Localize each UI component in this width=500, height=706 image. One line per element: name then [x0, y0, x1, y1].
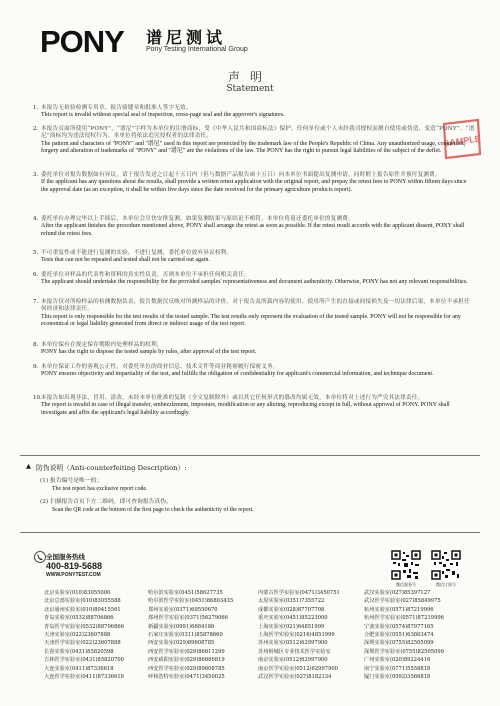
lab-entry: 西安医学实验室(029)89608785	[148, 665, 225, 672]
lab-entry: 杭州实验室(0571)87219996	[364, 606, 434, 613]
lab-entry: 大连实验室(0411)87336618	[44, 665, 114, 672]
anti-item-number: (1)	[40, 478, 49, 484]
lab-entry: 北京实验室(010)83055000	[44, 590, 111, 596]
clause-4	[33, 216, 475, 238]
lab-entry: 天津医学实验室(022)23607888	[44, 640, 121, 647]
clause-10	[33, 395, 475, 417]
lab-entry: 南京医学实验室(0512)62997900	[258, 665, 338, 672]
warning-triangle-icon: ▲	[26, 462, 31, 470]
lab-list-column	[44, 589, 124, 681]
lab-entry: 西安咸阳实验室(029)86886819	[148, 657, 225, 664]
lab-entry: 呼和浩特实验室(0471)3450025	[148, 673, 225, 680]
lab-entry: 武汉医学实验室(027)8182134	[258, 673, 332, 680]
lab-entry: 青岛实验室(0532)88706866	[44, 615, 114, 622]
lab-entry: 长春实验室(0431)85820598	[44, 648, 114, 655]
company-name-cn: 谱尼测试	[146, 28, 227, 47]
pony-logo: PONY	[40, 24, 124, 59]
anti-item-text-en: Scan the QR code at the bottom of the first page to check the authenticity of the report.	[52, 506, 254, 513]
clause-8	[33, 342, 475, 357]
lab-entry: 深圳医学实验室(0755)82505099	[364, 648, 444, 655]
section-divider	[20, 455, 480, 456]
clause-text-en: Tests that can not be repeated and tested shall not be carried out again.	[41, 257, 210, 264]
lab-list-column	[258, 589, 340, 681]
lab-entry: 哈尔滨实验室(0451)58627735	[148, 590, 223, 596]
clause-9	[33, 364, 475, 379]
clause-number: 1.	[33, 105, 39, 111]
clause-number: 7.	[33, 299, 39, 305]
qr-code-icon	[431, 550, 461, 580]
section-divider	[20, 532, 480, 533]
lab-entry: 上海医学实验室(0216)4851999	[258, 631, 335, 638]
lab-entry: 南京实验室(0512)62997900	[258, 657, 328, 664]
lab-entry: 郑州实验室(0371)69550670	[148, 606, 218, 613]
clause-text-en: If the applicant has any questions about the results, shall provide a written retest application with the original report, and prepay the retest fees to PONY within fifteen days since the approval date (as an exception, it shall be within five days since the date received for the primary agriculture products report).	[41, 179, 467, 193]
lab-entry: 西安医学实验室(029)86811299	[148, 648, 225, 655]
clause-text-cn: 不可重复性或不能进行复测的实验，不进行复测，委托单位放弃异议权利。	[41, 250, 233, 256]
statement-title-en: Statement	[226, 84, 274, 94]
lab-entry: 武汉实验室(027)85397127	[364, 590, 431, 596]
clause-text-en: The applicant should undertake the responsibility for the provided samples' representativeness and document authenticity. Otherwise, PONY has not any relevant responsibilities.	[41, 279, 468, 286]
clause-text-cn: 本报告仅对所检样品的检测数据负责，报告数据仅反映对所测样品的评价。对于报告及所载内容的使用、使用所产生的直接或间接损失及一切法律后果，本单位不承担任何经济和法律责任。	[41, 299, 470, 313]
lab-entry: 石家庄实验室(0311)85878660	[148, 631, 223, 638]
lab-entry: 苏州相城区专业技术医学实验室	[258, 648, 331, 655]
company-name-en: Pony Testing International Group	[146, 46, 248, 53]
clause-text-en: After the applicant finishes the procedure mentioned above, PONY shall arrange the retest as soon as possible. If the retest result accords with the applicant dissent, PONY shall refund the retest fees.	[41, 223, 465, 237]
clause-7	[33, 299, 475, 328]
lab-entry: 深圳实验室(0755)82505099	[364, 640, 434, 647]
qr-code-icon	[391, 550, 421, 580]
anti-item-number: (2)	[40, 499, 49, 505]
lab-entry: 宁波实验室(0574)87977165	[364, 623, 434, 630]
clause-number: 2.	[33, 126, 39, 132]
lab-entry: 成都实验室(028)87707708	[258, 606, 325, 613]
lab-entry: 内蒙古医学实验室(0471)3450751	[258, 590, 340, 596]
clause-text-en: The report is invalid in case of illegal transfer, embezzlement, imposture, modification or any altering, reproducing except in full, without approval of PONY. PONY shall investigate and affix the applicant's legal liability accordingly.	[41, 402, 450, 416]
clause-text-cn: 本报告如出现非法、冒用、涂改、未经本单位批准的复制（全文复制除外）或以其它任何形式的篡改均属无效，本单位将对上述行为严究其法律责任。	[41, 395, 424, 401]
statement-title-cn: 声明	[227, 70, 272, 84]
lab-entry: 西安实验室(029)89608785	[148, 640, 215, 647]
website-url[interactable]: WWW.PONYTEST.COM	[46, 572, 101, 578]
lab-entry: 杭州医学实验室(0571)87219996	[364, 615, 444, 622]
clause-text-cn: 本报告无检验检测专用章、报告骑缝章和批准人签字无效。	[41, 105, 192, 111]
anti-item-text-en: The test report has exclusive report code.	[52, 485, 148, 492]
clause-number: 3.	[33, 172, 39, 178]
clause-text-cn: 委托单位办理完毕以上手续后，本单位会尽快安排复测。如果复测结果与原结论不相符，本单位将返还委托单位的复测费。	[41, 216, 354, 222]
lab-entry: 郑州医学实验室(0371)56279066	[148, 615, 228, 622]
lab-entry: 合肥实验室(0551)63863474	[364, 631, 434, 638]
hotline-number: 400-819-5688	[46, 561, 103, 571]
lab-list-column	[364, 589, 444, 681]
clause-number: 5.	[33, 250, 39, 256]
lab-entry: 上海实验室(021)64851999	[258, 623, 325, 630]
lab-entry: 厦门实验室(0592)3566818	[364, 673, 431, 680]
lab-entry: 天津实验室(022)23607888	[44, 631, 111, 638]
lab-entry: 太原实验室(0351)7355722	[258, 598, 325, 605]
lab-entry: 哈尔滨医学实验室(0451)86803435	[148, 598, 234, 605]
clause-text-en: PONY ensures objectivity and impartiality of the test, and fulfills the obligation of confidentiality for applicant's commercial information, and technique document.	[41, 371, 434, 378]
lab-entry: 武汉医学实验室(027)85849975	[364, 598, 441, 605]
clause-3	[33, 172, 475, 194]
clause-text-cn: 本单位保证工作的客观公正性，对委托单位的商业信息、技术文件等商业秘密履行保密义务。	[41, 364, 279, 370]
anti-item-text-cn: 报告编号是唯一的；	[50, 478, 103, 484]
clause-text-cn: 本单位保有在规定保存期限内处理样品的权利。	[41, 342, 163, 348]
clause-number: 10.	[33, 395, 42, 401]
clause-text-en: The pattern and characters of "PONY" and "谱尼" used in this report are protected by the trademark law of the People's Republic of China. Any unauthorized usage, counterfeit, forgery and alteration of trademarks of "PONY" and "谱尼" are the violations of the law. The PONY has the right to pursuit legal liabilities of the subject of the deflet.	[41, 140, 466, 154]
clause-text-en: This report is only responsible for the test results of the tested sample. The test results only represent the evaluation of the tested sample. PONY will not be responsible for any economical or legal liability generated from direct or indirect usage of the test report.	[41, 313, 461, 327]
lab-entry: 新疆实验室(0991)6684186	[148, 623, 215, 630]
svg-text:SAMPLE: SAMPLE	[442, 133, 482, 149]
clause-6	[33, 272, 475, 287]
clause-text-cn: 委托单位对报告数据如有异议，请于报告发送之日起十五日内（但与数据产品报告函十五日）向本单位书面提出复测申请，同时附上报告原件并预付复测费。	[41, 172, 441, 178]
clause-number: 8.	[33, 342, 39, 348]
lab-entry: 吉林医学实验室(0431)85820700	[44, 657, 124, 664]
clause-text-en: PONY has the right to dispose the tested sample by rules, after approval of the test report.	[41, 349, 257, 356]
anti-counterfeit-title: 防伪说明（Anti-counterfeiting Description）:	[36, 464, 187, 472]
lab-entry: 苏州实验室(0512)62997900	[258, 640, 328, 647]
lab-entry: 北京总部实验室(010)83055588	[44, 598, 121, 605]
qr-caption: 微信服务号	[396, 582, 416, 587]
anti-item-1	[40, 478, 147, 493]
anti-item-text-cn: 扫描报告首页下方二维码，即可查询报告真伪。	[50, 499, 172, 505]
clause-1	[33, 105, 475, 120]
lab-list-column	[148, 589, 233, 681]
clause-text-cn: 本报告页面所使用“PONY”、“谱尼”字样为本单位的注册商标，受《中华人民共和国商标法》保护。任何单位或个人未经我司授权而擅自使用或伪造、变造“PONY”、“谱尼”商标均为违法侵权行为。本单位将依法追究侵权者的法律责任。	[41, 126, 475, 140]
lab-entry: 南宁实验室(0771)5558818	[364, 665, 431, 672]
clause-5	[33, 250, 475, 265]
lab-entry: 重庆实验室(0451)85223000	[258, 615, 328, 622]
phone-icon	[34, 551, 46, 563]
anti-item-2	[40, 499, 254, 514]
lab-entry: 广州实验室(020)89224416	[364, 657, 431, 664]
lab-entry: 青岛医学实验室(0532)88706866	[44, 623, 124, 630]
clause-number: 9.	[33, 364, 39, 370]
qr-caption: 微信订阅号	[436, 582, 456, 587]
clause-text-en: This report is invalid without special seal of inspection, cross-page seal and the approver's signatures.	[41, 112, 285, 119]
lab-entry: 北京通州实验室(010)80415561	[44, 606, 121, 613]
clause-number: 4.	[33, 216, 39, 222]
clause-number: 6.	[33, 272, 39, 278]
hotline-label: 全国服务热线	[46, 553, 85, 561]
lab-entry: 大连医学实验室(0411)87336618	[44, 673, 124, 680]
clause-2	[33, 126, 475, 155]
clause-text-cn: 委托单位对样品的代表性和资料的真实性负责，否则本单位不承担任何相关责任。	[41, 272, 250, 278]
